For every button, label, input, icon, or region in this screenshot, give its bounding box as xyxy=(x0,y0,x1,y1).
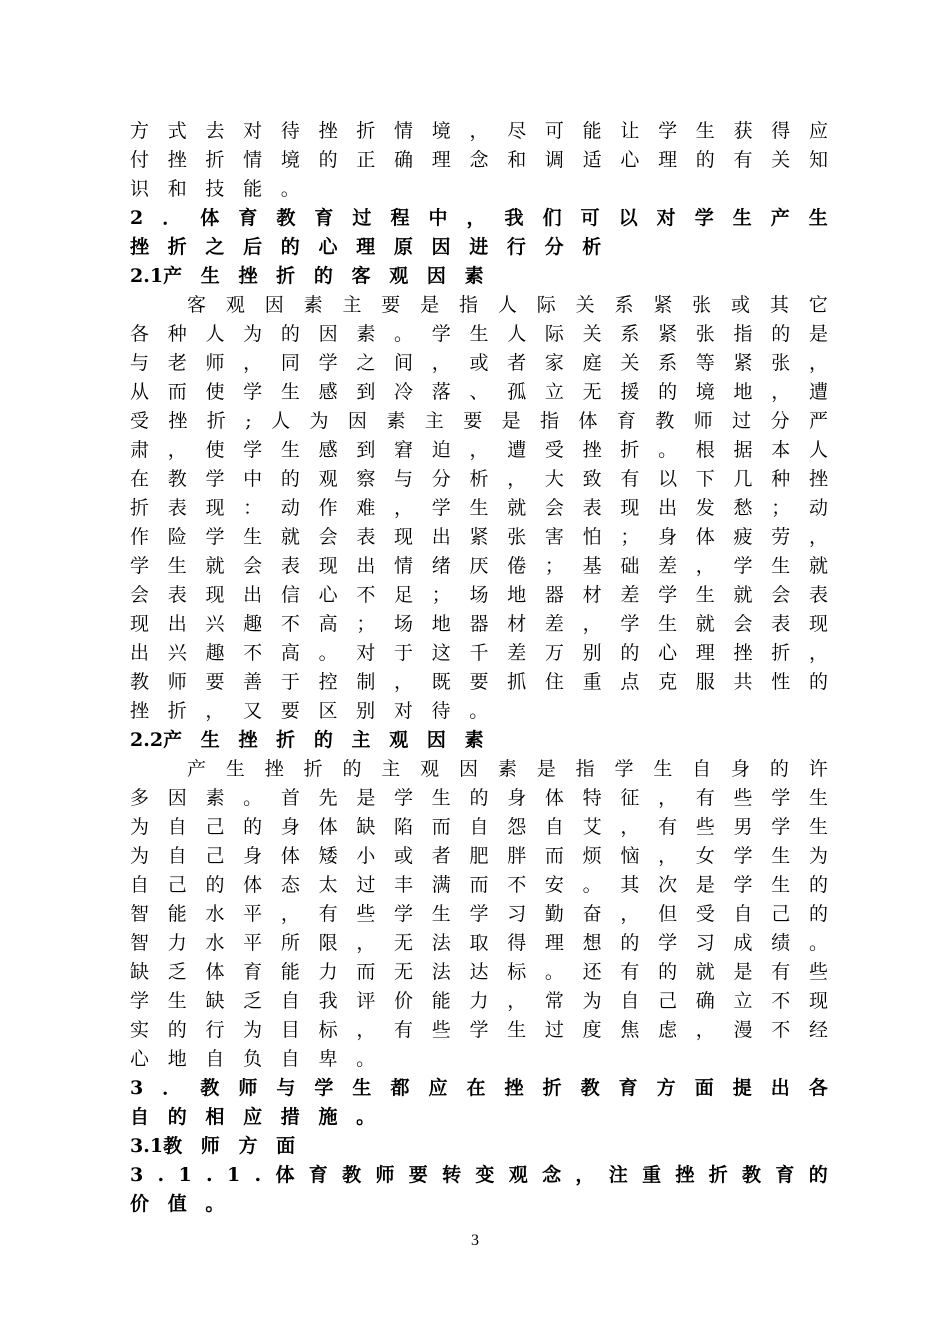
paragraph-line: 识 和 技 能 。 xyxy=(130,178,300,200)
section-heading-line: 3 ． 教 师 与 学 生 都 应 在 挫 折 教 育 方 面 提 出 各 xyxy=(130,1077,828,1099)
paragraph-line: 付 挫 折 情 境 的 正 确 理 念 和 调 适 心 理 的 有 关 知 xyxy=(130,149,828,171)
paragraph-line: 折 表 现 ： 动 作 难 ， 学 生 就 会 表 现 出 发 愁 ； 动 xyxy=(130,497,828,519)
section-heading-line: 挫 折 之 后 的 心 理 原 因 进 行 分 析 xyxy=(130,236,602,258)
section-heading-line: 3 . 1 . 1 . 体 育 教 师 要 转 变 观 念 ， 注 重 挫 折 教 育 的 xyxy=(130,1164,828,1186)
paragraph-line: 为 自 己 身 体 矮 小 或 者 肥 胖 而 烦 恼 ， 女 学 生 为 xyxy=(130,845,828,867)
paragraph-line: 学 生 就 会 表 现 出 情 绪 厌 倦 ； 基 础 差 ， 学 生 就 xyxy=(130,555,828,577)
section-heading-line: 价 值 。 xyxy=(130,1193,225,1215)
paragraph-line: 从 而 使 学 生 感 到 冷 落 、 孤 立 无 援 的 境 地 ， 遭 xyxy=(130,381,828,403)
section-heading-line: 2.1产 生 挫 折 的 客 观 因 素 xyxy=(130,265,484,287)
section-heading-line: 自 的 相 应 措 施 。 xyxy=(130,1106,376,1128)
paragraph-line: 会 表 现 出 信 心 不 足 ； 场 地 器 材 差 学 生 就 会 表 xyxy=(130,584,828,606)
paragraph-line: 作 险 学 生 就 会 表 现 出 紧 张 害 怕 ； 身 体 疲 劳 ， xyxy=(130,526,828,548)
paragraph-line: 与 老 师 ， 同 学 之 间 ， 或 者 家 庭 关 系 等 紧 张 ， xyxy=(130,352,828,374)
paragraph-line: 教 师 要 善 于 控 制 ， 既 要 抓 住 重 点 克 服 共 性 的 xyxy=(130,671,828,693)
paragraph-line: 客 观 因 素 主 要 是 指 人 际 关 系 紧 张 或 其 它 xyxy=(187,294,828,316)
page-number: 3 xyxy=(471,1232,479,1249)
paragraph-line: 方 式 去 对 待 挫 折 情 境 ， 尽 可 能 让 学 生 获 得 应 xyxy=(130,120,828,142)
paragraph-line: 智 力 水 平 所 限 ， 无 法 取 得 理 想 的 学 习 成 绩 。 xyxy=(130,932,828,954)
paragraph-line: 自 己 的 体 态 太 过 丰 满 而 不 安 。 其 次 是 学 生 的 xyxy=(130,874,828,896)
paragraph-line: 各 种 人 为 的 因 素 。 学 生 人 际 关 系 紧 张 指 的 是 xyxy=(130,323,828,345)
section-heading-line: 2 ． 体 育 教 育 过 程 中 ， 我 们 可 以 对 学 生 产 生 xyxy=(130,207,828,229)
paragraph-line: 实 的 行 为 目 标 ， 有 些 学 生 过 度 焦 虑 ， 漫 不 经 xyxy=(130,1019,828,1041)
paragraph-line: 多 因 素 。 首 先 是 学 生 的 身 体 特 征 ， 有 些 学 生 xyxy=(130,787,828,809)
paragraph-line: 现 出 兴 趣 不 高 ； 场 地 器 材 差 ， 学 生 就 会 表 现 xyxy=(130,613,828,635)
section-heading-line: 2.2产 生 挫 折 的 主 观 因 素 xyxy=(130,729,484,751)
paragraph-line: 在 教 学 中 的 观 察 与 分 析 ， 大 致 有 以 下 几 种 挫 xyxy=(130,468,828,490)
paragraph-line: 受 挫 折 ; 人 为 因 素 主 要 是 指 体 育 教 师 过 分 严 xyxy=(130,410,828,432)
paragraph-line: 缺 乏 体 育 能 力 而 无 法 达 标 。 还 有 的 就 是 有 些 xyxy=(130,961,828,983)
paragraph-line: 产 生 挫 折 的 主 观 因 素 是 指 学 生 自 身 的 许 xyxy=(187,758,828,780)
section-heading-line: 3.1教 师 方 面 xyxy=(130,1135,296,1157)
paragraph-line: 为 自 己 的 身 体 缺 陷 而 自 怨 自 艾 ， 有 些 男 学 生 xyxy=(130,816,828,838)
paragraph-line: 心 地 自 负 自 卑 。 xyxy=(130,1048,376,1070)
paragraph-line: 出 兴 趣 不 高 。 对 于 这 千 差 万 别 的 心 理 挫 折 ， xyxy=(130,642,828,664)
paragraph-line: 肃 ， 使 学 生 感 到 窘 迫 ， 遭 受 挫 折 。 根 据 本 人 xyxy=(130,439,828,461)
paragraph-line: 挫 折 ， 又 要 区 别 对 待 。 xyxy=(130,700,489,722)
paragraph-line: 智 能 水 平 ， 有 些 学 生 学 习 勤 奋 ， 但 受 自 己 的 xyxy=(130,903,828,925)
document-body xyxy=(130,117,828,1219)
paragraph-line: 学 生 缺 乏 自 我 评 价 能 力 ， 常 为 自 己 确 立 不 现 xyxy=(130,990,828,1012)
